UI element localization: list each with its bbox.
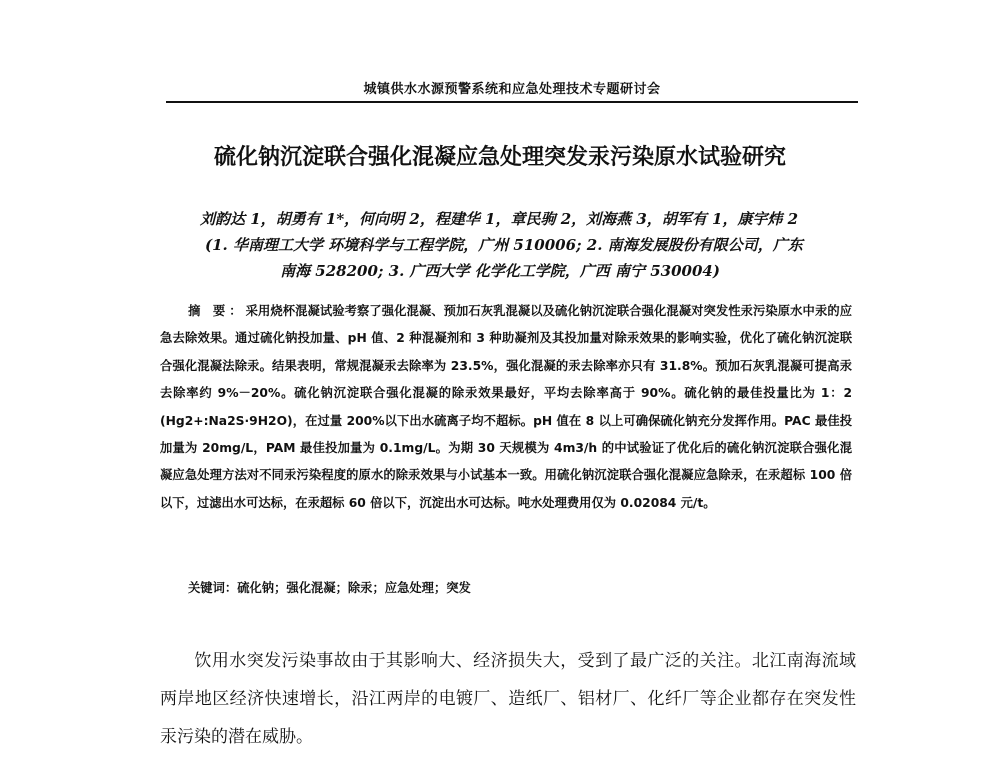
intro-text: 饮用水突发污染事故由于其影响大、经济损失大，受到了最广泛的关注。北江南海流域两岸地区经济快速增长，沿江两岸的电镀厂、造纸厂、铝材厂、化纤厂等企业都存在突发性汞污染的潜在威胁。 [160, 651, 856, 747]
abstract-label: 摘 要： [188, 304, 246, 318]
author-list: 刘韵达 1，胡勇有 1*，何向明 2，程建华 1，章民驹 2，刘海燕 3，胡军有 1，康宇炜 2 [200, 210, 799, 228]
keywords [188, 578, 471, 596]
affiliation-line-1: (1. 华南理工大学 环境科学与工程学院，广州 510006; 2. 南海发展股份有限公司，广东 [205, 236, 803, 254]
keywords-label: 关键词： [188, 581, 238, 595]
header-rule [166, 101, 858, 103]
intro-paragraph [160, 642, 856, 756]
abstract-text: 采用烧杯混凝试验考察了强化混凝、预加石灰乳混凝以及硫化钠沉淀联合强化混凝对突发性汞污染原水中汞的应急去除效果。通过硫化钠投加量、pH 值、2 种混凝剂和 3 种助凝剂及其投加量对除汞效果的影响实验，优化了硫化钠沉淀联合强化混凝法除汞。结果表明，常规混凝汞去除率为 23.5%，强化混凝的汞去除率亦只有 31.8%。预加石灰乳混凝可提高汞去除率约 9%－20%。硫化钠沉淀联合强化混凝的除汞效果最好，平均去除率高于 90%。硫化钠的最佳投量比为 1：2 (Hg2+:Na2S·9H2O)，在过量 200%以下出水硫离子均不超标。pH 值在 8 以上可确保硫化钠充分发挥作用。PAC 最佳投加量为 20mg/L，PAM 最佳投加量为 0.1mg/L。为期 30 天规模为 4m3/h 的中试验证了优化后的硫化钠沉淀联合强化混凝应急处理方法对不同汞污染程度的原水的除汞效果与小试基本一致。用硫化钠沉淀联合强化混凝应急除汞，在汞超标 100 倍以下，过滤出水可达标，在汞超标 60 倍以下，沉淀出水可达标。吨水处理费用仅为 0.02084 元/t。 [160, 304, 852, 510]
affiliation-line-2: 南海 528200; 3. 广西大学 化学化工学院，广西 南宁 530004) [280, 262, 720, 280]
keywords-text: 硫化钠；强化混凝；除汞；应急处理；突发 [237, 581, 471, 595]
running-header: 城镇供水水源预警系统和应急处理技术专题研讨会 [363, 82, 661, 97]
paper-title: 硫化钠沉淀联合强化混凝应急处理突发汞污染原水试验研究 [213, 145, 786, 170]
abstract [160, 298, 852, 517]
